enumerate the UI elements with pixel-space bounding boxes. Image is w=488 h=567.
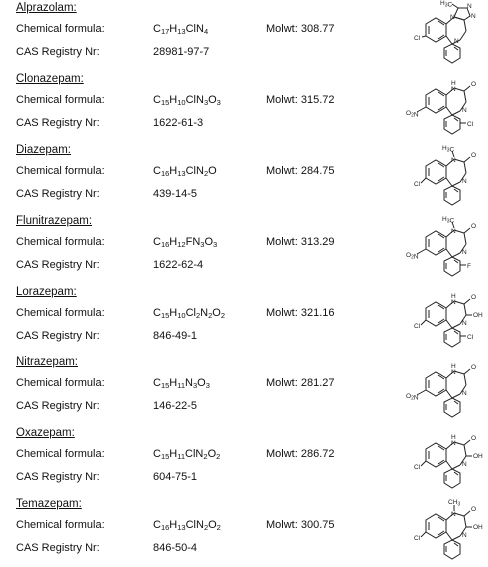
svg-text:H: H [451,363,456,370]
molecular-weight: Molwt: 281.27 [266,377,335,389]
formula-count: 3 [213,240,218,249]
formula-element: C [153,236,161,248]
flunitrazepam-structure-icon [400,213,488,283]
svg-text:OH: OH [473,524,483,531]
formula-label: Chemical formula: [16,519,105,531]
formula-count: 11 [177,381,186,390]
formula-row [16,377,406,393]
cas-number: 28981-97-7 [153,46,210,58]
chemical-formula [153,236,217,248]
svg-text:N: N [462,532,467,539]
cas-row [16,46,406,62]
formula-element: O [208,519,217,531]
svg-text:OH: OH [473,453,483,460]
formula-count: 4 [203,27,209,36]
cas-number: 146-22-5 [153,400,198,412]
formula-count: 2 [203,452,208,461]
formula-element: O [212,307,221,319]
formula-count: 16 [160,169,170,178]
svg-text:O: O [471,435,477,442]
svg-text:N: N [462,461,467,468]
formula-element: C [153,23,161,35]
formula-element: C [153,94,161,106]
svg-text:Cl: Cl [414,323,421,330]
formula-element: FN [185,236,201,248]
svg-text:N: N [451,86,456,93]
svg-text:Cl: Cl [467,121,474,128]
molecular-weight: Molwt: 313.29 [266,236,335,248]
formula-count: 12 [177,240,186,249]
cas-row [16,471,406,487]
compound-entry [0,142,488,212]
cas-label: CAS Registry Nr: [16,471,100,483]
compound-entry [0,71,488,141]
formula-element: ClN [185,23,204,35]
formula-element: ClN [185,165,204,177]
compound-entry [0,213,488,283]
svg-text:H3C: $H_3C$ [442,216,455,225]
molecular-weight: Molwt: 286.72 [266,448,335,460]
cas-row [16,259,406,275]
formula-count: 16 [160,240,170,249]
formula-element: C [153,448,161,460]
formula-element: H [169,448,178,460]
alprazolam-structure-icon [400,0,488,70]
formula-element: ClN [185,94,204,106]
svg-text:O: O [471,223,477,230]
compound-name: Temazepam: [16,498,82,510]
svg-text:N: N [451,299,456,306]
formula-count: 11 [177,452,186,461]
cas-number: 1622-62-4 [153,259,204,271]
formula-count: 17 [160,27,170,36]
compound-name: Alprazolam: [16,2,77,14]
svg-text:N: N [451,369,456,376]
molecular-weight: Molwt: 321.16 [266,307,335,319]
oxazepam-structure-icon [400,425,488,495]
formula-element: ClN [185,519,204,531]
svg-text:N: N [451,157,456,164]
formula-element: H [169,519,178,531]
svg-text:N: N [462,107,467,114]
compound-entry [0,354,488,424]
formula-element: C [153,165,161,177]
molecular-weight: Molwt: 315.72 [266,94,335,106]
svg-text:Cl: Cl [414,35,421,42]
svg-text:N: N [471,13,476,20]
formula-row [16,448,406,464]
svg-text:O: O [471,506,477,513]
formula-element: N [185,377,193,389]
compound-name: Nitrazepam: [16,356,78,368]
formula-label: Chemical formula: [16,377,105,389]
svg-text:N: N [451,440,456,447]
cas-number: 604-75-1 [153,471,198,483]
svg-text:CH3: $CH_3$ [448,499,461,508]
cas-label: CAS Registry Nr: [16,117,100,129]
compound-name: Diazepam: [16,144,71,156]
formula-count: 2 [203,169,209,178]
formula-row [16,519,406,535]
formula-element: O [197,377,206,389]
formula-count: 3 [203,98,209,107]
formula-element: O [208,94,217,106]
formula-row [16,23,406,39]
formula-count: 3 [216,98,221,107]
svg-text:O: O [471,152,477,159]
formula-label: Chemical formula: [16,236,105,248]
svg-text:O2N: $O_2N$ [406,110,419,119]
chemical-formula [153,165,217,177]
cas-row [16,400,406,416]
formula-count: 16 [160,523,170,532]
formula-row [16,94,406,110]
compound-name: Lorazepam: [16,286,77,298]
cas-label: CAS Registry Nr: [16,330,100,342]
formula-element: ClN [185,448,204,460]
compound-entry [0,0,488,70]
molecular-weight: Molwt: 284.75 [266,165,335,177]
formula-element: H [169,23,178,35]
cas-row [16,117,406,133]
cas-label: CAS Registry Nr: [16,259,100,271]
compound-entry [0,425,488,495]
svg-text:N: N [454,38,459,45]
cas-row [16,188,406,204]
formula-count: 2 [216,523,221,532]
formula-row [16,307,406,323]
formula-count: 15 [160,381,170,390]
formula-element: H [169,94,178,106]
compound-entry [0,496,488,566]
svg-text:H: H [451,80,456,87]
chemical-formula [153,307,225,319]
cas-label: CAS Registry Nr: [16,46,100,58]
svg-text:N: N [462,178,467,185]
formula-label: Chemical formula: [16,448,105,460]
chemical-formula [153,94,221,106]
formula-element: H [169,165,178,177]
cas-row [16,542,406,558]
chemical-formula [153,377,210,389]
molecular-weight: Molwt: 300.75 [266,519,335,531]
formula-count: 3 [200,240,205,249]
formula-count: 3 [205,381,210,390]
svg-text:H: H [451,293,456,300]
formula-element: O [208,165,217,177]
formula-label: Chemical formula: [16,165,105,177]
svg-text:O2N: $O_2N$ [406,252,419,261]
lorazepam-structure-icon [400,284,488,354]
formula-element: C [153,519,161,531]
compound-entry [0,284,488,354]
cas-number: 439-14-5 [153,188,198,200]
cas-label: CAS Registry Nr: [16,542,100,554]
svg-text:O: O [471,81,477,88]
formula-count: 13 [177,27,186,36]
formula-count: 2 [203,523,209,532]
svg-text:N: N [467,3,472,10]
svg-text:H: H [451,434,456,441]
formula-row [16,236,406,252]
formula-count: 2 [208,311,213,320]
formula-element: H [169,307,178,319]
formula-count: 3 [193,381,198,390]
svg-text:O2N: $O_2N$ [406,393,419,402]
cas-row [16,330,406,346]
svg-text:O: O [471,294,477,301]
compound-name: Flunitrazepam: [16,215,93,227]
formula-count: 15 [160,311,170,320]
compound-name: Clonazepam: [16,73,84,85]
svg-text:N: N [462,249,467,256]
formula-count: 13 [177,523,186,532]
svg-text:F: F [467,263,471,270]
formula-count: 2 [216,452,221,461]
chemical-formula [153,23,208,35]
svg-text:N: N [450,14,455,21]
nitrazepam-structure-icon [400,354,488,424]
formula-count: 15 [160,452,170,461]
svg-text:N: N [451,511,456,518]
svg-text:N: N [462,390,467,397]
formula-count: 2 [195,311,201,320]
svg-text:H3C: $H_3C$ [440,0,453,9]
diazepam-structure-icon [400,142,488,212]
formula-count: 15 [160,98,170,107]
formula-element: H [169,236,178,248]
formula-element: O [207,448,217,460]
svg-text:Cl: Cl [467,334,474,341]
formula-element: H [169,377,178,389]
svg-text:N: N [451,228,456,235]
formula-label: Chemical formula: [16,94,105,106]
formula-count: 10 [177,98,186,107]
chemical-formula [153,519,221,531]
cas-number: 846-49-1 [153,330,198,342]
formula-element: C [153,377,161,389]
svg-text:O: O [471,364,477,371]
formula-count: 10 [177,311,186,320]
formula-element: N [200,307,209,319]
svg-text:Cl: Cl [414,464,421,471]
formula-label: Chemical formula: [16,307,105,319]
compound-name: Oxazepam: [16,427,75,439]
formula-element: O [204,236,213,248]
svg-text:N: N [462,320,467,327]
svg-text:Cl: Cl [414,181,421,188]
molecular-weight: Molwt: 308.77 [266,23,335,35]
cas-label: CAS Registry Nr: [16,188,100,200]
formula-element: Cl [185,307,196,319]
svg-text:H3C: $H_3C$ [442,145,455,154]
cas-number: 846-50-4 [153,542,198,554]
formula-label: Chemical formula: [16,23,105,35]
svg-text:Cl: Cl [414,535,421,542]
svg-text:OH: OH [473,312,483,319]
cas-label: CAS Registry Nr: [16,400,100,412]
clonazepam-structure-icon [400,71,488,141]
cas-number: 1622-61-3 [153,117,204,129]
formula-count: 13 [177,169,186,178]
formula-row [16,165,406,181]
formula-element: C [153,307,161,319]
temazepam-structure-icon [400,496,488,566]
chemical-formula [153,448,220,460]
formula-count: 2 [220,311,226,320]
